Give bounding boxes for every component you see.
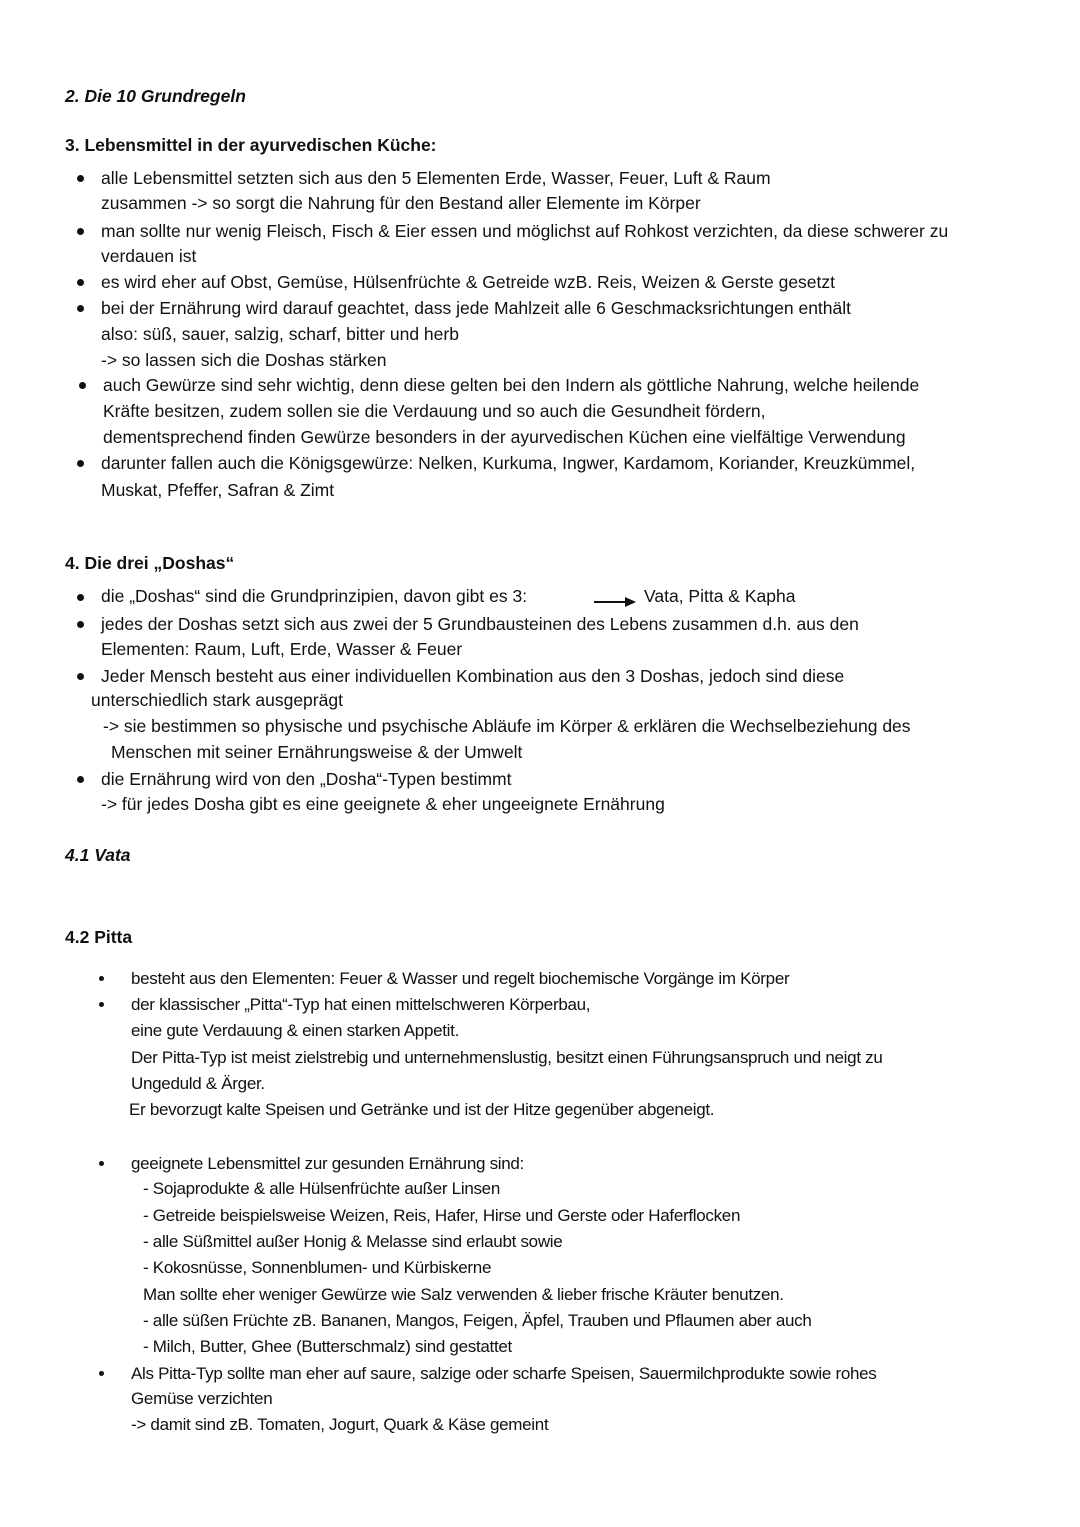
text-line: Er bevorzugt kalte Speisen und Getränke und ist der Hitze gegenüber abgeneigt.: [129, 1100, 715, 1119]
bullet-dot: [77, 594, 84, 601]
text-line: Jeder Mensch besteht aus einer individuellen Kombination aus den 3 Doshas, jedoch sind diese: [101, 666, 845, 686]
bullet-dot: [77, 228, 84, 235]
text-line: Kräfte besitzen, zudem sollen sie die Verdauung und so auch die Gesundheit fördern,: [103, 401, 766, 421]
text-line: auch Gewürze sind sehr wichtig, denn diese gelten bei den Indern als göttliche Nahrung, welche heilende: [103, 375, 920, 395]
text-line: die „Doshas“ sind die Grundprinzipien, davon gibt es 3:: [101, 586, 528, 606]
bullet-dot: [99, 1161, 104, 1166]
text-line: Als Pitta-Typ sollte man eher auf saure, salzige oder scharfe Speisen, Sauermilchprodukte sowie rohes: [131, 1364, 877, 1383]
bullet-dot: [99, 1371, 104, 1376]
text-line: es wird eher auf Obst, Gemüse, Hülsenfrüchte & Getreide wzB. Reis, Weizen & Gerste gesetzt: [101, 272, 836, 292]
text-line: besteht aus den Elementen: Feuer & Wasser und regelt biochemische Vorgänge im Körper: [131, 969, 790, 988]
text-line: -> für jedes Dosha gibt es eine geeignete & eher ungeeignete Ernährung: [101, 794, 665, 814]
text-line: -> damit sind zB. Tomaten, Jogurt, Quark & Käse gemeint: [131, 1415, 549, 1434]
text-line: Gemüse verzichten: [131, 1389, 273, 1408]
text-line: -> sie bestimmen so physische und psychische Abläufe im Körper & erklären die Wechselbeziehung des: [103, 716, 911, 736]
text-line: dementsprechend finden Gewürze besonders in der ayurvedischen Küchen eine vielfältige Verwendung: [103, 427, 906, 447]
text-line: unterschiedlich stark ausgeprägt: [91, 690, 343, 710]
bullet-dot: [77, 673, 84, 680]
text-line: -> so lassen sich die Doshas stärken: [101, 350, 387, 370]
text-line: Menschen mit seiner Ernährungsweise & der Umwelt: [111, 742, 523, 762]
heading-doshas: 4. Die drei „Doshas“: [65, 553, 235, 573]
bullet-dot: [77, 305, 84, 312]
bullet-dot: [99, 1002, 104, 1007]
text-line: Muskat, Pfeffer, Safran & Zimt: [101, 480, 335, 500]
text-line: also: süß, sauer, salzig, scharf, bitter und herb: [101, 324, 459, 344]
heading-grundregeln: 2. Die 10 Grundregeln: [65, 86, 246, 106]
text-line: man sollte nur wenig Fleisch, Fisch & Eier essen und möglichst auf Rohkost verzichten, da diese schwerer zu: [101, 221, 949, 241]
text-line: Vata, Pitta & Kapha: [644, 586, 796, 606]
text-line: geeignete Lebensmittel zur gesunden Ernährung sind:: [131, 1154, 524, 1173]
text-line: Elementen: Raum, Luft, Erde, Wasser & Feuer: [101, 639, 463, 659]
bullet-dot: [77, 621, 84, 628]
bullet-dot: [77, 279, 84, 286]
text-line: - Milch, Butter, Ghee (Butterschmalz) sind gestattet: [143, 1337, 512, 1356]
text-line: jedes der Doshas setzt sich aus zwei der 5 Grundbausteinen des Lebens zusammen d.h. aus den: [101, 614, 859, 634]
text-line: eine gute Verdauung & einen starken Appetit.: [131, 1021, 460, 1040]
heading-lebensmittel: 3. Lebensmittel in der ayurvedischen Küche:: [65, 135, 437, 155]
text-line: Man sollte eher weniger Gewürze wie Salz verwenden & lieber frische Kräuter benutzen.: [143, 1285, 784, 1304]
text-line: - Sojaprodukte & alle Hülsenfrüchte außer Linsen: [143, 1179, 500, 1198]
text-line: alle Lebensmittel setzten sich aus den 5 Elementen Erde, Wasser, Feuer, Luft & Raum: [101, 168, 771, 188]
bullet-dot: [77, 175, 84, 182]
text-line: - Getreide beispielsweise Weizen, Reis, Hafer, Hirse und Gerste oder Haferflocken: [143, 1206, 741, 1225]
text-line: bei der Ernährung wird darauf geachtet, dass jede Mahlzeit alle 6 Geschmacksrichtungen enthält: [101, 298, 852, 318]
bullet-dot: [79, 382, 86, 389]
text-line: - Kokosnüsse, Sonnenblumen- und Kürbiskerne: [143, 1258, 492, 1277]
bullet-dot: [77, 776, 84, 783]
text-line: der klassischer „Pitta“-Typ hat einen mittelschweren Körperbau,: [131, 995, 591, 1014]
text-line: verdauen ist: [101, 246, 197, 266]
bullet-dot: [99, 976, 104, 981]
text-line: darunter fallen auch die Königsgewürze: Nelken, Kurkuma, Ingwer, Kardamom, Koriander, Kreuzkümmel,: [101, 453, 916, 473]
heading-vata: 4.1 Vata: [65, 845, 131, 865]
text-line: Ungeduld & Ärger.: [131, 1074, 265, 1093]
bullet-dot: [77, 460, 84, 467]
text-line: - alle Süßmittel außer Honig & Melasse sind erlaubt sowie: [143, 1232, 563, 1251]
text-line: Der Pitta-Typ ist meist zielstrebig und unternehmenslustig, besitzt einen Führungsanspruch und neigt zu: [131, 1048, 883, 1067]
text-line: die Ernährung wird von den „Dosha“-Typen bestimmt: [101, 769, 512, 789]
heading-pitta: 4.2 Pitta: [65, 927, 133, 947]
right-arrow-icon: [594, 596, 636, 608]
text-line: zusammen -> so sorgt die Nahrung für den Bestand aller Elemente im Körper: [101, 193, 701, 213]
text-line: - alle süßen Früchte zB. Bananen, Mangos, Feigen, Äpfel, Trauben und Pflaumen aber auch: [143, 1311, 812, 1330]
